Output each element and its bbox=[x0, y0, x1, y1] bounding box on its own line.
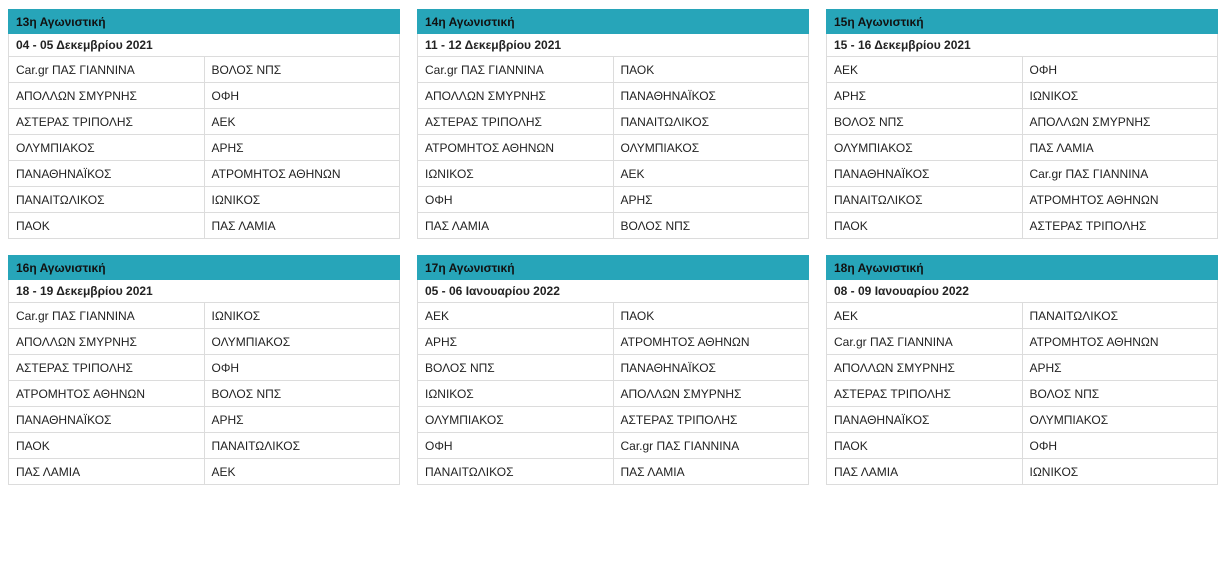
away-team: ΑΡΗΣ bbox=[1022, 355, 1218, 381]
home-team: ΒΟΛΟΣ ΝΠΣ bbox=[418, 355, 614, 381]
home-team: ΟΦΗ bbox=[418, 187, 614, 213]
match-row bbox=[9, 381, 400, 407]
home-team: ΑΠΟΛΛΩΝ ΣΜΥΡΝΗΣ bbox=[418, 83, 614, 109]
round-date: 05 - 06 Ιανουαρίου 2022 bbox=[418, 280, 809, 303]
round-title-row bbox=[9, 10, 400, 34]
home-team: ΑΤΡΟΜΗΤΟΣ ΑΘΗΝΩΝ bbox=[9, 381, 205, 407]
match-row bbox=[9, 355, 400, 381]
away-team: ΙΩΝΙΚΟΣ bbox=[204, 187, 400, 213]
home-team: ΠΑΝΑΙΤΩΛΙΚΟΣ bbox=[418, 459, 614, 485]
home-team: ΑΡΗΣ bbox=[418, 329, 614, 355]
round-title-row bbox=[827, 256, 1218, 280]
away-team: ΑΤΡΟΜΗΤΟΣ ΑΘΗΝΩΝ bbox=[1022, 187, 1218, 213]
away-team: ΟΛΥΜΠΙΑΚΟΣ bbox=[613, 135, 809, 161]
match-row bbox=[827, 459, 1218, 485]
away-team: ΠΑΣ ΛΑΜΙΑ bbox=[1022, 135, 1218, 161]
match-row bbox=[9, 329, 400, 355]
away-team: ΟΛΥΜΠΙΑΚΟΣ bbox=[204, 329, 400, 355]
round-title-row bbox=[418, 10, 809, 34]
match-row bbox=[418, 329, 809, 355]
home-team: Car.gr ΠΑΣ ΓΙΑΝΝΙΝΑ bbox=[827, 329, 1023, 355]
round-date: 08 - 09 Ιανουαρίου 2022 bbox=[827, 280, 1218, 303]
home-team: ΑΣΤΕΡΑΣ ΤΡΙΠΟΛΗΣ bbox=[827, 381, 1023, 407]
away-team: ΠΑΝΑΙΤΩΛΙΚΟΣ bbox=[1022, 303, 1218, 329]
round-table bbox=[826, 9, 1218, 239]
away-team: ΑΕΚ bbox=[613, 161, 809, 187]
home-team: Car.gr ΠΑΣ ΓΙΑΝΝΙΝΑ bbox=[9, 57, 205, 83]
match-row bbox=[418, 355, 809, 381]
match-row bbox=[418, 83, 809, 109]
home-team: ΠΑΣ ΛΑΜΙΑ bbox=[9, 459, 205, 485]
round-table bbox=[8, 9, 400, 239]
away-team: ΑΣΤΕΡΑΣ ΤΡΙΠΟΛΗΣ bbox=[613, 407, 809, 433]
away-team: ΑΠΟΛΛΩΝ ΣΜΥΡΝΗΣ bbox=[613, 381, 809, 407]
round-title: 16η Αγωνιστική bbox=[9, 256, 400, 280]
round-date-row bbox=[827, 34, 1218, 57]
match-row bbox=[418, 187, 809, 213]
home-team: ΙΩΝΙΚΟΣ bbox=[418, 161, 614, 187]
home-team: ΠΑΝΑΘΗΝΑΪΚΟΣ bbox=[9, 161, 205, 187]
round-date-row bbox=[418, 280, 809, 303]
home-team: ΟΛΥΜΠΙΑΚΟΣ bbox=[827, 135, 1023, 161]
match-row bbox=[827, 109, 1218, 135]
match-row bbox=[827, 381, 1218, 407]
match-row bbox=[827, 213, 1218, 239]
home-team: ΟΛΥΜΠΙΑΚΟΣ bbox=[9, 135, 205, 161]
match-row bbox=[827, 433, 1218, 459]
match-row bbox=[9, 161, 400, 187]
match-row bbox=[9, 187, 400, 213]
home-team: Car.gr ΠΑΣ ΓΙΑΝΝΙΝΑ bbox=[9, 303, 205, 329]
home-team: ΠΑΝΑΙΤΩΛΙΚΟΣ bbox=[827, 187, 1023, 213]
away-team: ΒΟΛΟΣ ΝΠΣ bbox=[1022, 381, 1218, 407]
home-team: ΠΑΝΑΙΤΩΛΙΚΟΣ bbox=[9, 187, 205, 213]
away-team: ΠΑΝΑΘΗΝΑΪΚΟΣ bbox=[613, 355, 809, 381]
home-team: ΠΑΝΑΘΗΝΑΪΚΟΣ bbox=[827, 407, 1023, 433]
away-team: ΑΤΡΟΜΗΤΟΣ ΑΘΗΝΩΝ bbox=[204, 161, 400, 187]
away-team: ΠΑΟΚ bbox=[613, 57, 809, 83]
round-date: 18 - 19 Δεκεμβρίου 2021 bbox=[9, 280, 400, 303]
home-team: ΠΑΣ ΛΑΜΙΑ bbox=[418, 213, 614, 239]
away-team: ΟΦΗ bbox=[1022, 57, 1218, 83]
match-row bbox=[418, 109, 809, 135]
home-team: ΙΩΝΙΚΟΣ bbox=[418, 381, 614, 407]
home-team: ΟΦΗ bbox=[418, 433, 614, 459]
away-team: Car.gr ΠΑΣ ΓΙΑΝΝΙΝΑ bbox=[613, 433, 809, 459]
round-date: 04 - 05 Δεκεμβρίου 2021 bbox=[9, 34, 400, 57]
home-team: ΠΑΟΚ bbox=[827, 433, 1023, 459]
home-team: ΑΕΚ bbox=[418, 303, 614, 329]
round-title: 15η Αγωνιστική bbox=[827, 10, 1218, 34]
away-team: ΠΑΟΚ bbox=[613, 303, 809, 329]
match-row bbox=[827, 161, 1218, 187]
round-title: 18η Αγωνιστική bbox=[827, 256, 1218, 280]
match-row bbox=[827, 303, 1218, 329]
round-date: 15 - 16 Δεκεμβρίου 2021 bbox=[827, 34, 1218, 57]
away-team: ΠΑΣ ΛΑΜΙΑ bbox=[613, 459, 809, 485]
home-team: ΑΤΡΟΜΗΤΟΣ ΑΘΗΝΩΝ bbox=[418, 135, 614, 161]
match-row bbox=[418, 381, 809, 407]
match-row bbox=[9, 83, 400, 109]
round-date-row bbox=[9, 280, 400, 303]
home-team: Car.gr ΠΑΣ ΓΙΑΝΝΙΝΑ bbox=[418, 57, 614, 83]
match-row bbox=[9, 303, 400, 329]
away-team: ΑΡΗΣ bbox=[613, 187, 809, 213]
away-team: ΑΡΗΣ bbox=[204, 135, 400, 161]
away-team: ΙΩΝΙΚΟΣ bbox=[204, 303, 400, 329]
home-team: ΒΟΛΟΣ ΝΠΣ bbox=[827, 109, 1023, 135]
away-team: ΠΑΝΑΙΤΩΛΙΚΟΣ bbox=[613, 109, 809, 135]
fixtures-grid bbox=[8, 9, 1218, 485]
home-team: ΑΣΤΕΡΑΣ ΤΡΙΠΟΛΗΣ bbox=[418, 109, 614, 135]
away-team: ΟΦΗ bbox=[204, 83, 400, 109]
away-team: ΑΡΗΣ bbox=[204, 407, 400, 433]
home-team: ΟΛΥΜΠΙΑΚΟΣ bbox=[418, 407, 614, 433]
round-title-row bbox=[418, 256, 809, 280]
match-row bbox=[418, 407, 809, 433]
home-team: ΠΑΟΚ bbox=[9, 213, 205, 239]
match-row bbox=[827, 135, 1218, 161]
match-row bbox=[9, 135, 400, 161]
away-team: ΑΕΚ bbox=[204, 459, 400, 485]
home-team: ΑΠΟΛΛΩΝ ΣΜΥΡΝΗΣ bbox=[827, 355, 1023, 381]
home-team: ΑΕΚ bbox=[827, 57, 1023, 83]
round-title-row bbox=[9, 256, 400, 280]
away-team: ΑΕΚ bbox=[204, 109, 400, 135]
away-team: ΠΑΝΑΘΗΝΑΪΚΟΣ bbox=[613, 83, 809, 109]
match-row bbox=[418, 161, 809, 187]
away-team: ΑΠΟΛΛΩΝ ΣΜΥΡΝΗΣ bbox=[1022, 109, 1218, 135]
match-row bbox=[9, 213, 400, 239]
home-team: ΠΑΟΚ bbox=[9, 433, 205, 459]
away-team: ΑΤΡΟΜΗΤΟΣ ΑΘΗΝΩΝ bbox=[613, 329, 809, 355]
round-table bbox=[417, 255, 809, 485]
round-title: 17η Αγωνιστική bbox=[418, 256, 809, 280]
home-team: ΑΣΤΕΡΑΣ ΤΡΙΠΟΛΗΣ bbox=[9, 109, 205, 135]
home-team: ΑΕΚ bbox=[827, 303, 1023, 329]
round-date-row bbox=[827, 280, 1218, 303]
home-team: ΠΑΟΚ bbox=[827, 213, 1023, 239]
away-team: ΑΣΤΕΡΑΣ ΤΡΙΠΟΛΗΣ bbox=[1022, 213, 1218, 239]
home-team: ΑΡΗΣ bbox=[827, 83, 1023, 109]
away-team: Car.gr ΠΑΣ ΓΙΑΝΝΙΝΑ bbox=[1022, 161, 1218, 187]
match-row bbox=[9, 109, 400, 135]
match-row bbox=[827, 83, 1218, 109]
match-row bbox=[418, 459, 809, 485]
away-team: ΙΩΝΙΚΟΣ bbox=[1022, 83, 1218, 109]
away-team: ΟΛΥΜΠΙΑΚΟΣ bbox=[1022, 407, 1218, 433]
away-team: ΟΦΗ bbox=[204, 355, 400, 381]
match-row bbox=[827, 329, 1218, 355]
away-team: ΠΑΣ ΛΑΜΙΑ bbox=[204, 213, 400, 239]
home-team: ΠΑΝΑΘΗΝΑΪΚΟΣ bbox=[9, 407, 205, 433]
home-team: ΠΑΝΑΘΗΝΑΪΚΟΣ bbox=[827, 161, 1023, 187]
away-team: ΠΑΝΑΙΤΩΛΙΚΟΣ bbox=[204, 433, 400, 459]
home-team: ΑΣΤΕΡΑΣ ΤΡΙΠΟΛΗΣ bbox=[9, 355, 205, 381]
match-row bbox=[827, 57, 1218, 83]
round-date-row bbox=[9, 34, 400, 57]
match-row bbox=[418, 135, 809, 161]
match-row bbox=[9, 407, 400, 433]
round-table bbox=[826, 255, 1218, 485]
match-row bbox=[9, 57, 400, 83]
round-title: 14η Αγωνιστική bbox=[418, 10, 809, 34]
match-row bbox=[418, 433, 809, 459]
match-row bbox=[827, 355, 1218, 381]
match-row bbox=[9, 459, 400, 485]
match-row bbox=[418, 57, 809, 83]
round-title: 13η Αγωνιστική bbox=[9, 10, 400, 34]
home-team: ΑΠΟΛΛΩΝ ΣΜΥΡΝΗΣ bbox=[9, 329, 205, 355]
round-table bbox=[417, 9, 809, 239]
round-table bbox=[8, 255, 400, 485]
match-row bbox=[418, 303, 809, 329]
home-team: ΠΑΣ ΛΑΜΙΑ bbox=[827, 459, 1023, 485]
match-row bbox=[827, 187, 1218, 213]
away-team: ΟΦΗ bbox=[1022, 433, 1218, 459]
match-row bbox=[418, 213, 809, 239]
away-team: ΒΟΛΟΣ ΝΠΣ bbox=[204, 57, 400, 83]
match-row bbox=[827, 407, 1218, 433]
away-team: ΙΩΝΙΚΟΣ bbox=[1022, 459, 1218, 485]
match-row bbox=[9, 433, 400, 459]
away-team: ΒΟΛΟΣ ΝΠΣ bbox=[204, 381, 400, 407]
away-team: ΑΤΡΟΜΗΤΟΣ ΑΘΗΝΩΝ bbox=[1022, 329, 1218, 355]
away-team: ΒΟΛΟΣ ΝΠΣ bbox=[613, 213, 809, 239]
round-date-row bbox=[418, 34, 809, 57]
round-date: 11 - 12 Δεκεμβρίου 2021 bbox=[418, 34, 809, 57]
home-team: ΑΠΟΛΛΩΝ ΣΜΥΡΝΗΣ bbox=[9, 83, 205, 109]
round-title-row bbox=[827, 10, 1218, 34]
